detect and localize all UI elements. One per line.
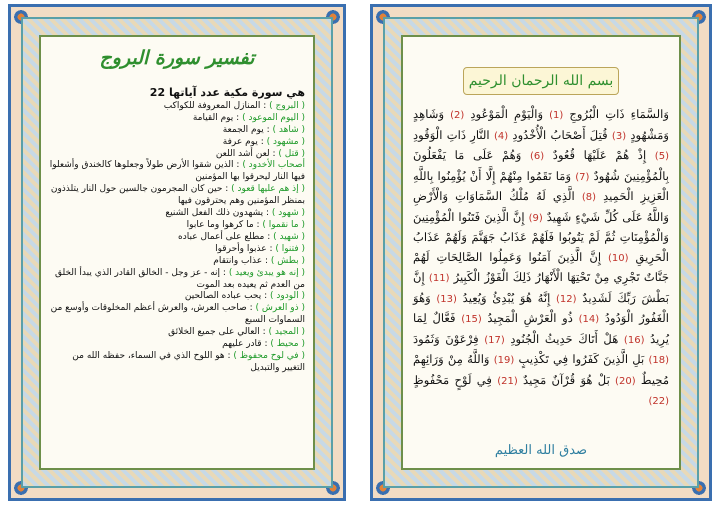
tafsir-term: ( فتنوا ) [275,243,305,254]
verse-number: (20) [615,375,636,387]
verse-number: (1) [549,110,564,121]
verse: وَالْيَوْمِ الْمَوْعُودِ [470,107,544,121]
tafsir-entry [49,137,305,149]
verse-number: (12) [556,293,577,305]
tafsir-entry [49,351,305,375]
tafsir-meaning: : العالي على جميع الخلائق [168,327,269,338]
tafsir-term: ( شهود ) [271,208,305,219]
verse: فِي لَوْحٍ مَحْفُوظٍ [413,372,492,387]
tafsir-entry [49,125,305,137]
tafsir-term: ( في لوح محفوظ ) [233,350,305,361]
tafsir-entry [49,220,305,232]
tafsir-entry [49,303,305,327]
verse-number: (21) [497,375,518,387]
tafsir-meaning: : يوم عرفة [222,136,267,147]
tafsir-meaning: : قادر عليهم [222,339,271,350]
verse: بَلِ الَّذِينَ كَفَرُوا فِي تَكْذِيبٍ [518,352,645,366]
tafsir-entry [49,101,305,113]
verse: وَمَا نَقَمُوا مِنْهُمْ إِلَّا أَنْ يُؤْمِنُوا بِاللَّهِ الْعَزِيزِ الْحَمِيدِ [413,168,669,203]
tafsir-meaning: : الذين شقوا الأرض طولاً وجعلوها كالخندق وأشعلوا فيها النار ليحرقوا بها المؤمنين [49,160,305,183]
verse: إِنَّ بَطْشَ رَبِّكَ لَشَدِيدٌ [413,270,670,305]
verse: وَشَاهِدٍ وَمَشْهُودٍ [413,107,670,142]
verse-number: (6) [530,151,545,162]
verse-number: (2) [450,110,465,121]
verse: وَهُوَ الْغَفُورُ الْوَدُودُ [413,290,669,325]
verse: إِذْ هُمْ عَلَيْهَا قُعُودٌ [552,148,647,162]
tafsir-term: ( قتل ) [278,148,305,159]
verse-number: (14) [578,314,600,325]
verse: هَلْ أَتَاكَ حَدِيثُ الْجُنُودِ [510,331,619,346]
verse-number: (17) [484,334,505,346]
tafsir-meaning: : حين كان المجرمون جالسين حول النار يتلذذون بمنظر المؤمنين وهم يحترقون فيها [50,184,305,207]
tafsir-entry [49,160,305,184]
verse-number: (5) [654,151,669,162]
tafsir-term: ( المجيد ) [268,327,305,338]
tafsir-term: أصحاب الأخدود ) [242,160,305,171]
tafsir-body [49,87,305,375]
tafsir-entry [49,339,305,351]
verse: إِنَّهُ هُوَ يُبْدِئُ وَيُعِيدُ [462,290,551,305]
verse-number: (4) [493,130,509,142]
verse: فِرْعَوْنَ وَثَمُودَ [413,331,479,346]
tafsir-entry [49,256,305,268]
tafsir-entry [49,113,305,125]
tafsir-term: ( شهيد ) [273,231,305,242]
tafsir-term: ( اليوم الموعود ) [242,112,305,123]
tafsir-meaning: : عذبوا وأحرقوا [215,243,276,254]
tafsir-entry [49,149,305,161]
verse: وَاللَّهُ مِنْ وَرَائِهِمْ مُحِيطٌ [413,352,670,387]
verse: قُتِلَ أَصْحَابُ الْأُخْدُودِ [512,127,608,142]
tafsir-meaning: : إنه - عز وجل - الخالق القادر الذي يبدأ الخلق من العدم ثم يعيده بعد الموت [54,267,305,290]
right-page [370,4,712,501]
verse-number: (13) [436,293,457,305]
verse: إِنَّ الَّذِينَ فَتَنُوا الْمُؤْمِنِينَ وَالْمُؤْمِنَاتِ ثُمَّ لَمْ يَتُوبُوا فَلَهُمْ عَذَابُ جَهَنَّمَ وَلَهُمْ عَذَابُ الْحَرِيقِ [413,209,670,264]
verse-number: (19) [493,355,515,366]
tafsir-meaning: : يوم الجمعة [222,124,273,135]
tafsir-term: ( الودود ) [270,291,305,302]
tafsir-entry [49,291,305,303]
tafsir-meaning: : ما كرهوا وما عابوا [186,219,263,230]
tafsir-meaning: : صاحب العرش، والعرش أعظم المخلوقات وأوسع من السماوات السبع [50,303,305,326]
tafsir-meaning: : يوم القيامة [192,112,243,123]
tafsir-meaning: : يحب عباده الصالحين [184,291,270,302]
tafsir-meaning: : هو اللوح الذي في السماء، حفظه الله من التغيير والتبديل [72,350,305,373]
verse: فَعَّالٌ لِمَا يُرِيدُ [413,311,669,346]
tafsir-entry [49,244,305,256]
verse-number: (3) [611,130,627,142]
surah-intro: هي سورة مكية عدد آياتها 22 [149,86,305,99]
verse-number: (10) [608,252,629,264]
verse-number: (9) [528,212,543,224]
tafsir-meaning: : مطلع على أعمال عباده [178,231,274,242]
tafsir-entry [49,184,305,208]
tafsir-meaning: : يشهدون ذلك الفعل الشنيع [165,208,272,219]
verse-number: (8) [581,192,597,203]
basmala: بسم الله الرحمان الرحيم [463,67,619,95]
verse: وَالسَّمَاءِ ذَاتِ الْبُرُوجِ [569,107,670,121]
verse-number: (16) [623,334,645,346]
tafsir-meaning: : لعن أشد اللعن [215,148,279,159]
tafsir-panel [39,35,315,470]
verse-number: (22) [648,396,669,407]
verse: بَلْ هُوَ قُرْآنٌ مَجِيدٌ [523,372,610,387]
tafsir-term: ( البروج ) [269,100,305,111]
verse-number: (7) [575,171,590,183]
verse: وَهُمْ عَلَى مَا يَفْعَلُونَ بِالْمُؤْمِنِينَ شُهُودٌ [413,148,669,183]
tafsir-entry [49,208,305,220]
left-page [8,4,346,501]
verse-number: (11) [428,273,450,284]
tafsir-meaning: : عذاب وانتقام [213,255,271,266]
tafsir-term: ( بطش ) [270,255,305,266]
verses-text [413,105,669,412]
tafsir-entry [49,327,305,339]
tafsir-term: ( محيط ) [270,339,305,350]
tafsir-term: ( ذو العرش ) [255,303,305,314]
verse-number: (15) [461,314,482,325]
tafsir-term: ( إنه هو يبدئ ويعيد ) [228,267,305,278]
tafsir-term: ( مشهود ) [266,136,305,147]
verse: إِنَّ الَّذِينَ آمَنُوا وَعَمِلُوا الصَّالِحَاتِ لَهُمْ جَنَّاتٌ تَجْرِي مِنْ تَحْتِهَا الْأَنْهَارُ ذَلِكَ الْفَوْزُ الْكَبِيرُ [413,249,669,284]
quran-panel [401,35,681,470]
tafsir-term: ( ما نقموا ) [262,219,305,230]
tafsir-lines [49,101,305,375]
tafsir-entry [49,232,305,244]
verse-number: (18) [648,355,670,366]
tafsir-term: ( شاهد ) [272,124,305,135]
closing-phrase: صدق الله العظيم [494,443,588,458]
verse: النَّارِ ذَاتِ الْوَقُودِ [413,127,490,142]
verse: ذُو الْعَرْشِ الْمَجِيدُ [487,311,573,325]
tafsir-entry [49,268,305,292]
tafsir-title: تفسير سورة البروج [99,47,255,69]
verse: الَّذِي لَهُ مُلْكُ السَّمَاوَاتِ وَالْأَرْضِ وَاللَّهُ عَلَى كُلِّ شَيْءٍ شَهِيدٌ [413,189,670,224]
tafsir-term: ( إذ هم عليها قعود ) [231,184,305,195]
tafsir-meaning: : المنازل المعروفة للكواكب [163,100,270,111]
